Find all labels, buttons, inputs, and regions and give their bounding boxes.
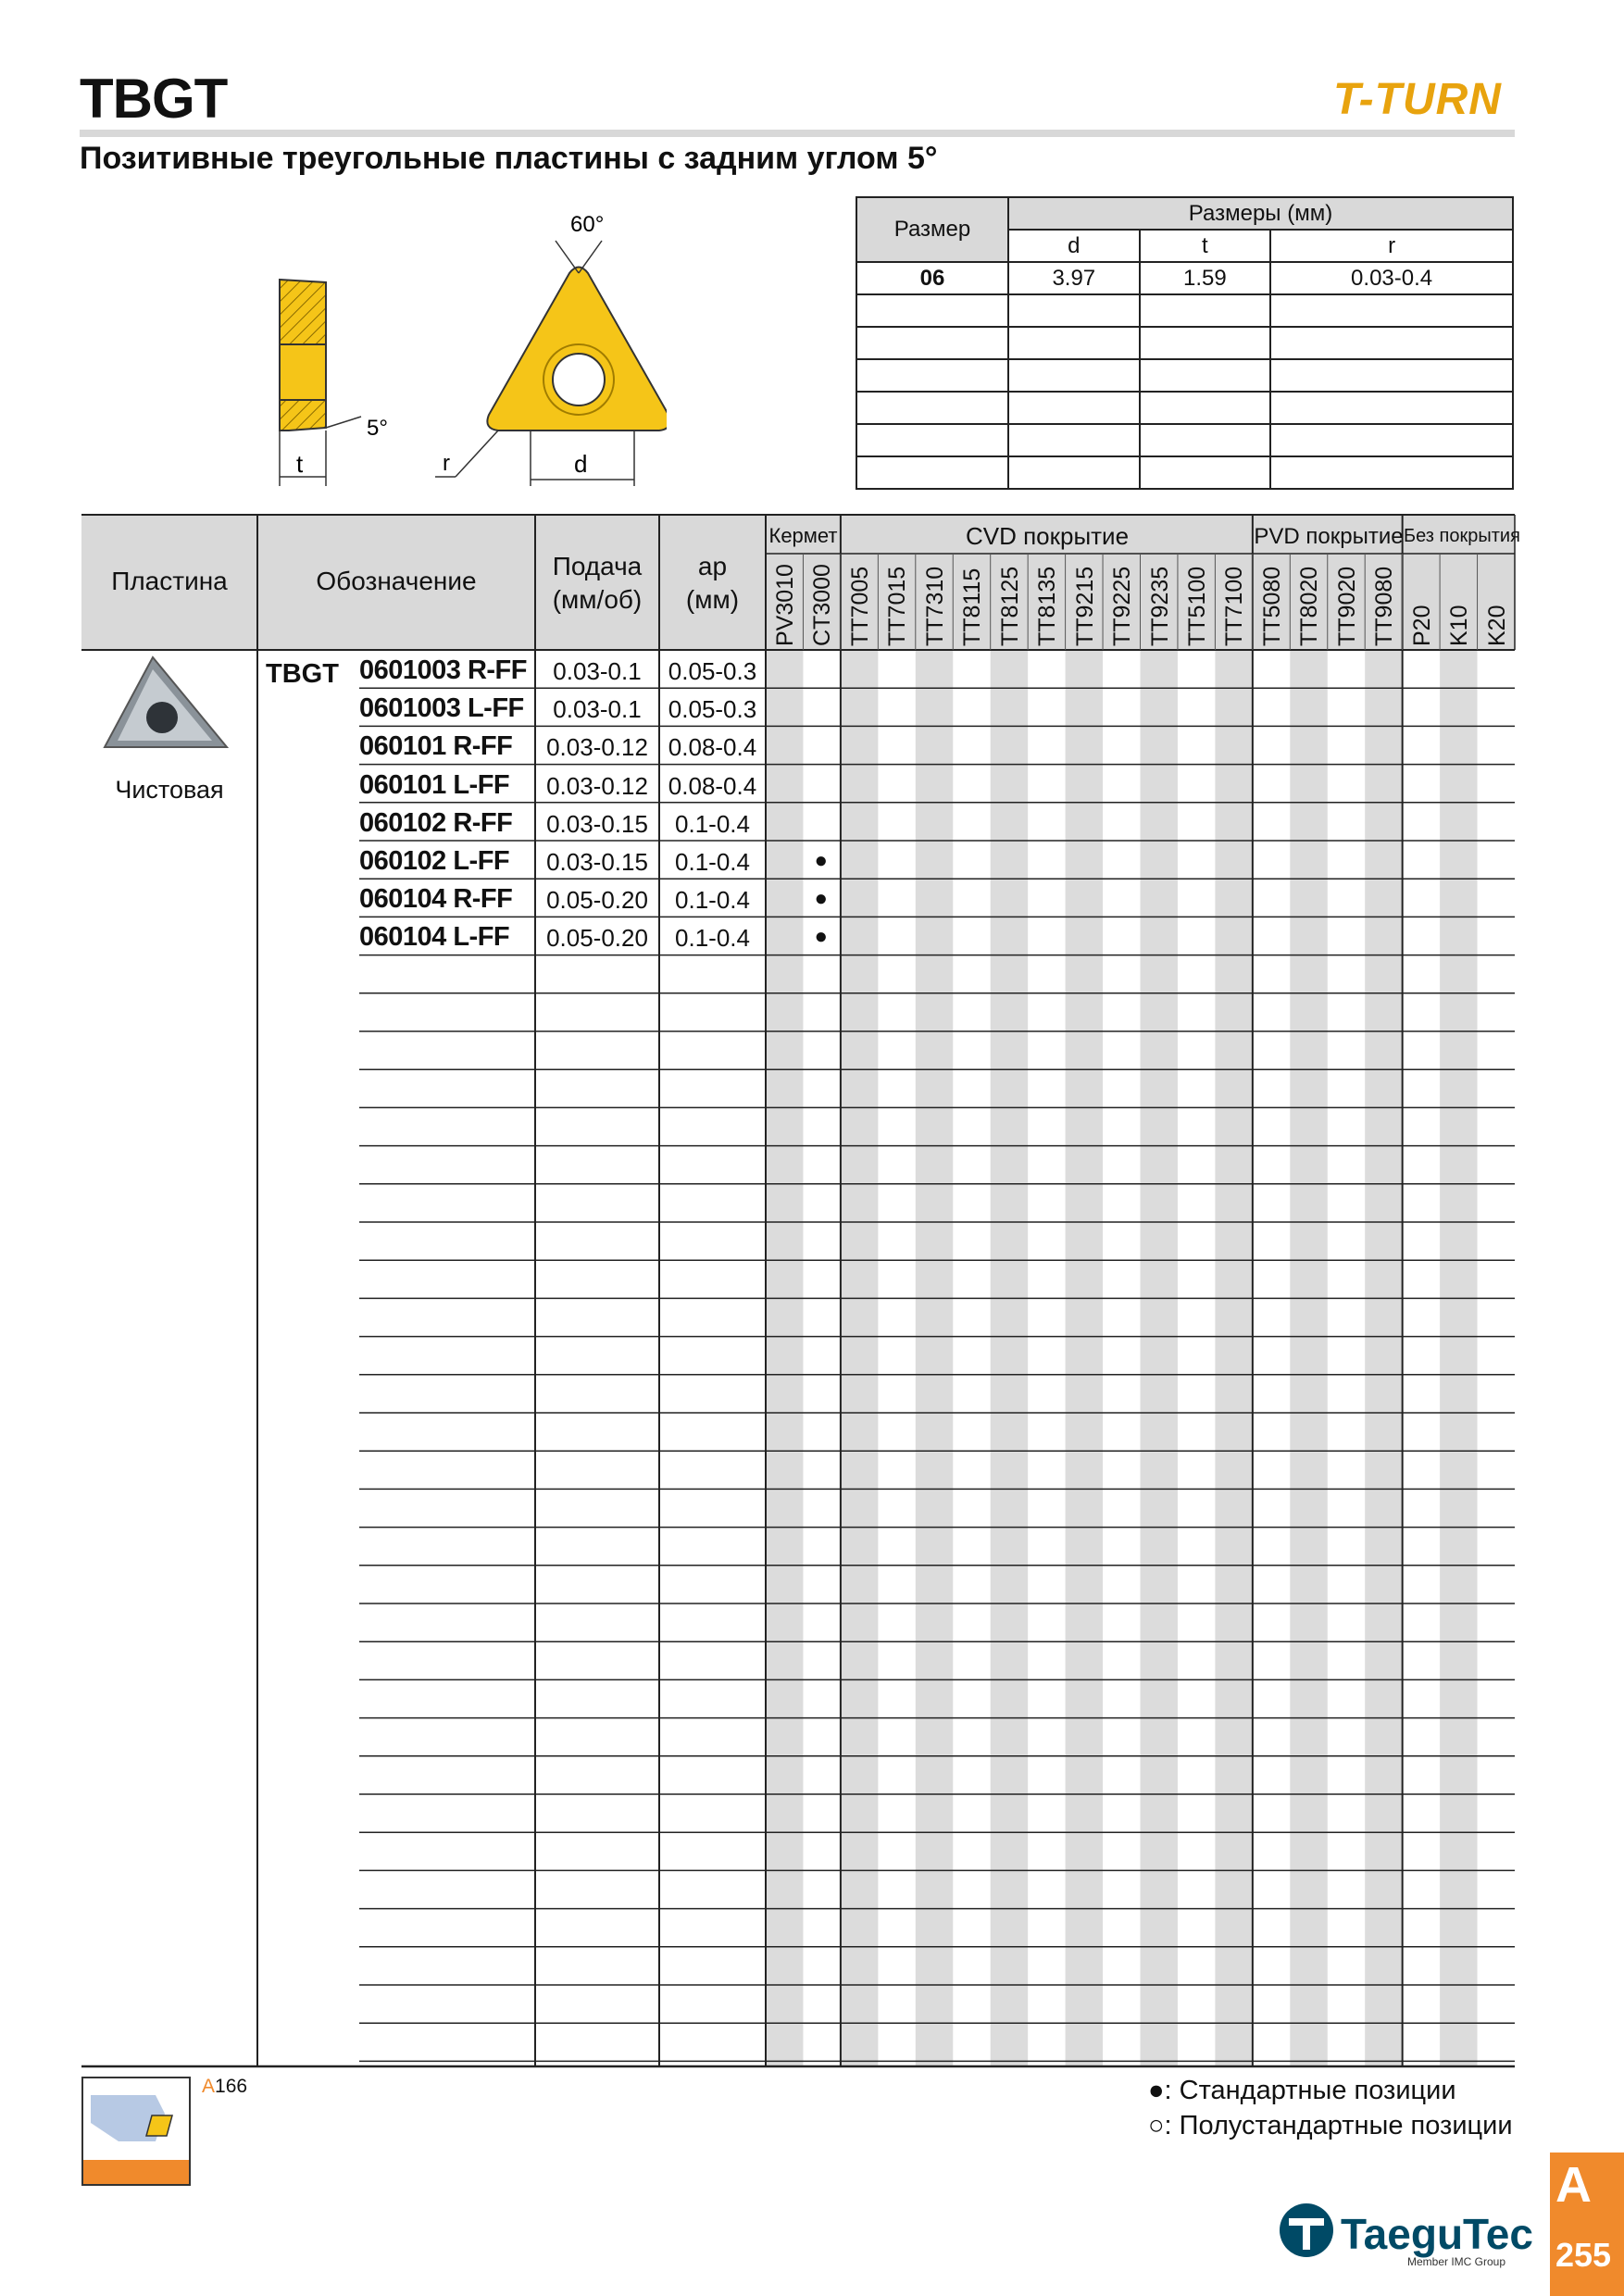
taegutec-logo-sub: Member IMC Group: [1407, 2255, 1506, 2268]
group-cermet: Кермет: [768, 524, 838, 547]
r-value: 0.03-0.4: [1270, 262, 1513, 294]
grade-header-tt5100: TT5100: [1183, 566, 1210, 646]
grade-header-tt9235: TT9235: [1146, 566, 1173, 646]
grade-header-tt8020: TT8020: [1296, 566, 1323, 646]
taegutec-logo: TaeguTec: [1341, 2210, 1533, 2258]
row-feed: 0.03-0.1: [553, 695, 642, 724]
grade-header-tt9225: TT9225: [1109, 566, 1136, 646]
row-code: 060102 R-FF: [359, 807, 513, 838]
series-label: TBGT: [266, 659, 339, 689]
row-ap: 0.1-0.4: [675, 809, 750, 838]
col-ap-header: ap: [697, 552, 728, 580]
row-code: 060102 L-FF: [359, 846, 510, 876]
grade-header-tt9080: TT9080: [1371, 566, 1398, 646]
grade-header-tt8115: TT8115: [959, 568, 986, 646]
availability-dot: ●: [814, 886, 828, 912]
grade-header-tt9020: TT9020: [1333, 566, 1360, 646]
col-insert-header: Пластина: [111, 567, 228, 595]
grade-header-tt7005: TT7005: [846, 566, 873, 646]
taegutec-logo-icon: [1278, 2202, 1335, 2259]
grade-header-tt7310: TT7310: [921, 566, 948, 646]
insert-photo: [97, 653, 236, 764]
grade-header-ct3000: CT3000: [809, 564, 836, 646]
label-r: r: [443, 451, 450, 476]
ref-thumbnail: [81, 2077, 191, 2186]
row-feed: 0.05-0.20: [546, 924, 648, 953]
row-ap: 0.08-0.4: [668, 733, 757, 762]
d-header: d: [1008, 230, 1140, 262]
label-d: d: [574, 450, 588, 478]
size-value: 06: [856, 262, 1008, 294]
label-t: t: [296, 450, 304, 478]
row-ap: 0.1-0.4: [675, 924, 750, 953]
grade-header-tt9215: TT9215: [1071, 566, 1098, 646]
d-value: 3.97: [1008, 262, 1140, 294]
row-code: 060101 L-FF: [359, 769, 510, 800]
t-header: t: [1140, 230, 1271, 262]
grade-header-p20: P20: [1408, 605, 1435, 646]
row-code: 0601003 L-FF: [359, 693, 524, 724]
insert-type-label: Чистовая: [115, 776, 224, 804]
grade-header-tt5080: TT5080: [1258, 566, 1285, 646]
legend-standard: ●: Стандартные позиции: [1148, 2076, 1456, 2105]
row-code: 0601003 R-FF: [359, 655, 527, 685]
group-uncoated: Без покрытия: [1404, 526, 1520, 546]
grade-header-tt7015: TT7015: [884, 566, 911, 646]
group-cvd: CVD покрытие: [965, 522, 1130, 550]
row-ap: 0.1-0.4: [675, 848, 750, 876]
grade-header-k20: K20: [1483, 605, 1510, 646]
row-code: 060101 R-FF: [359, 731, 513, 762]
page-section: A: [1555, 2157, 1592, 2213]
page-subtitle: Позитивные треугольные пластины с задним углом 5°: [80, 141, 938, 176]
row-code: 060104 R-FF: [359, 884, 513, 915]
row-feed: 0.03-0.15: [546, 848, 648, 876]
page-title: TBGT: [80, 68, 228, 130]
grade-header-tt8135: TT8135: [1034, 566, 1061, 646]
legend-semistandard: ○: Полустандартные позиции: [1148, 2111, 1513, 2140]
grade-header-tt8125: TT8125: [996, 566, 1023, 646]
col-designation-header: Обозначение: [316, 567, 477, 595]
row-ap: 0.1-0.4: [675, 886, 750, 915]
col-feed-header: Подача: [552, 552, 643, 580]
angle-top: 60°: [570, 212, 605, 237]
col-feed-unit: (мм/об): [552, 585, 643, 614]
row-code: 060104 L-FF: [359, 922, 510, 953]
grade-header-tt7100: TT7100: [1221, 566, 1248, 646]
row-feed: 0.03-0.1: [553, 657, 642, 685]
group-pvd: PVD покрытие: [1254, 524, 1404, 549]
grade-header-pv3010: PV3010: [772, 564, 798, 646]
row-ap: 0.08-0.4: [668, 771, 757, 800]
grade-header-k10: K10: [1446, 605, 1473, 646]
col-ap-unit: (мм): [685, 585, 740, 614]
row-ap: 0.05-0.3: [668, 695, 757, 724]
r-header: r: [1270, 230, 1513, 262]
ref-link[interactable]: A166: [202, 2076, 248, 2097]
row-feed: 0.05-0.20: [546, 886, 648, 915]
dims-header: Размеры (мм): [1008, 197, 1513, 230]
brand-logo: T-TURN: [1333, 75, 1502, 124]
angle-side: 5°: [367, 416, 388, 441]
row-feed: 0.03-0.12: [546, 771, 648, 800]
t-value: 1.59: [1140, 262, 1271, 294]
availability-dot: ●: [814, 848, 828, 873]
availability-dot: ●: [814, 924, 828, 950]
row-feed: 0.03-0.15: [546, 809, 648, 838]
size-header: Размер: [856, 197, 1008, 262]
page-tab: [1550, 2152, 1624, 2296]
row-feed: 0.03-0.12: [546, 733, 648, 762]
page-number: 255: [1555, 2236, 1612, 2274]
row-ap: 0.05-0.3: [668, 657, 757, 685]
